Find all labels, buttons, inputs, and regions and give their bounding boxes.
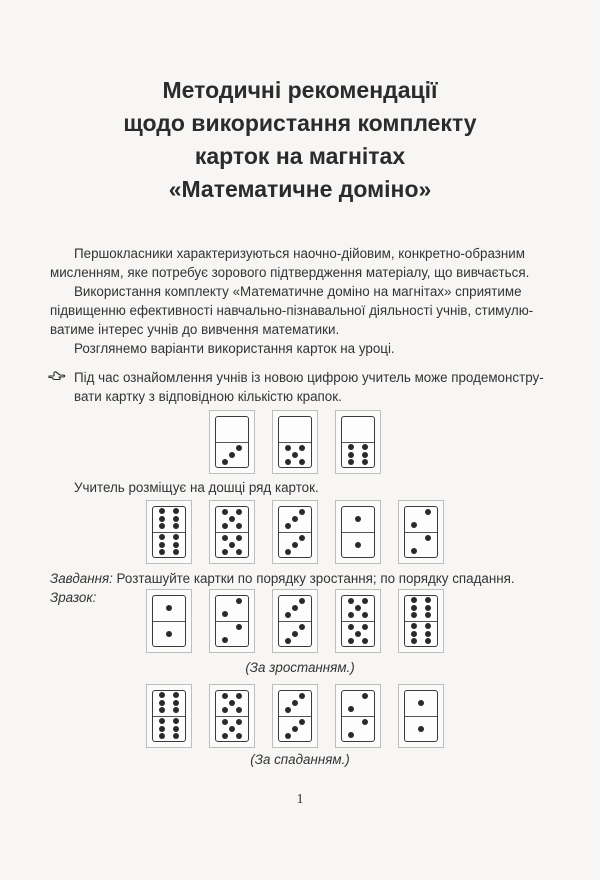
domino-pip bbox=[222, 523, 228, 529]
intro-p2-line-3: ватиме інтерес учнів до вивчення математики. bbox=[50, 322, 340, 337]
domino-pip bbox=[285, 445, 291, 451]
domino-pip bbox=[173, 726, 179, 732]
domino-card[interactable] bbox=[209, 500, 255, 564]
domino-pip bbox=[348, 624, 354, 630]
domino-pip bbox=[159, 692, 165, 698]
domino-pip bbox=[348, 706, 354, 712]
domino-card[interactable] bbox=[335, 410, 381, 474]
domino-pip bbox=[362, 459, 368, 465]
domino-divider bbox=[279, 621, 311, 622]
caption-ascending: (За зростанням.) bbox=[245, 660, 355, 675]
domino-divider bbox=[405, 621, 437, 622]
domino-pip bbox=[173, 718, 179, 724]
domino-card[interactable] bbox=[209, 410, 255, 474]
domino-pip bbox=[236, 693, 242, 699]
domino-divider bbox=[153, 716, 185, 717]
title-line-1: Методичні рекомендації bbox=[162, 77, 438, 103]
domino-pip bbox=[362, 612, 368, 618]
domino-pip bbox=[362, 598, 368, 604]
domino-card[interactable] bbox=[272, 589, 318, 653]
domino-pip bbox=[425, 631, 431, 637]
domino-card[interactable] bbox=[146, 589, 192, 653]
domino-pip bbox=[411, 548, 417, 554]
domino-card[interactable] bbox=[209, 684, 255, 748]
domino-pip bbox=[222, 611, 228, 617]
hand-pointing-icon bbox=[48, 367, 66, 383]
domino-pip bbox=[292, 631, 298, 637]
domino-card[interactable] bbox=[398, 500, 444, 564]
domino-pip bbox=[229, 542, 235, 548]
domino-pip bbox=[348, 459, 354, 465]
domino-pip bbox=[222, 509, 228, 515]
domino-pip bbox=[299, 509, 305, 515]
domino-pip bbox=[285, 733, 291, 739]
caption-descending: (За спаданням.) bbox=[250, 752, 350, 767]
domino-pip bbox=[285, 612, 291, 618]
domino-pip bbox=[222, 637, 228, 643]
domino-pip bbox=[173, 523, 179, 529]
domino-pip bbox=[425, 623, 431, 629]
bullet-paragraph bbox=[74, 368, 564, 406]
domino-pip bbox=[173, 534, 179, 540]
task-paragraph bbox=[50, 569, 558, 588]
domino-divider bbox=[216, 621, 248, 622]
domino-pip bbox=[173, 692, 179, 698]
domino-pip bbox=[299, 624, 305, 630]
domino-pip bbox=[173, 516, 179, 522]
task-label: Завдання: bbox=[50, 571, 113, 586]
domino-card[interactable] bbox=[272, 500, 318, 564]
domino-pip bbox=[173, 549, 179, 555]
domino-pip bbox=[285, 638, 291, 644]
domino-pip bbox=[159, 534, 165, 540]
domino-pip bbox=[236, 624, 242, 630]
domino-pip bbox=[222, 733, 228, 739]
title-line-2: щодо використання комплекту bbox=[123, 110, 477, 136]
domino-divider bbox=[342, 532, 374, 533]
domino-pip bbox=[411, 638, 417, 644]
domino-pip bbox=[355, 516, 361, 522]
domino-card[interactable] bbox=[272, 410, 318, 474]
domino-pip bbox=[299, 459, 305, 465]
domino-pip bbox=[292, 726, 298, 732]
domino-pip bbox=[292, 605, 298, 611]
domino-pip bbox=[411, 612, 417, 618]
domino-pip bbox=[236, 445, 242, 451]
domino-divider bbox=[216, 442, 248, 443]
domino-pip bbox=[159, 733, 165, 739]
task-text: Розташуйте картки по порядку зростання; по порядку спадання. bbox=[112, 571, 515, 586]
domino-pip bbox=[159, 523, 165, 529]
domino-pip bbox=[222, 707, 228, 713]
domino-card[interactable] bbox=[146, 684, 192, 748]
domino-pip bbox=[236, 535, 242, 541]
domino-pip bbox=[173, 542, 179, 548]
domino-pip bbox=[348, 598, 354, 604]
domino-pip bbox=[166, 631, 172, 637]
domino-divider bbox=[342, 442, 374, 443]
domino-pip bbox=[299, 719, 305, 725]
domino-pip bbox=[236, 719, 242, 725]
title-line-4: «Математичне доміно» bbox=[168, 176, 432, 202]
domino-pip bbox=[236, 523, 242, 529]
domino-divider bbox=[216, 532, 248, 533]
domino-pip bbox=[292, 516, 298, 522]
intro-p2-line-2: підвищенню ефективності навчально-пізнавальної діяльності учнів, стимулю- bbox=[50, 303, 534, 318]
bullet-line-1: Під час ознайомлення учнів із новою цифрою учитель може продемонстру- bbox=[74, 370, 544, 385]
domino-pip bbox=[292, 452, 298, 458]
domino-pip bbox=[348, 452, 354, 458]
intro-p1-line-2: мисленням, яке потребує зорового підтвердження матеріалу, що вивчається. bbox=[50, 265, 530, 280]
domino-pip bbox=[299, 598, 305, 604]
domino-pip bbox=[355, 542, 361, 548]
sample-label: Зразок: bbox=[50, 590, 97, 605]
domino-pip bbox=[222, 459, 228, 465]
domino-pip bbox=[229, 726, 235, 732]
domino-pip bbox=[348, 638, 354, 644]
domino-card[interactable] bbox=[335, 500, 381, 564]
domino-pip bbox=[355, 631, 361, 637]
domino-pip bbox=[173, 700, 179, 706]
domino-pip bbox=[362, 719, 368, 725]
domino-card[interactable] bbox=[209, 589, 255, 653]
domino-divider bbox=[153, 532, 185, 533]
domino-pip bbox=[425, 509, 431, 515]
domino-pip bbox=[411, 597, 417, 603]
page-number: 1 bbox=[296, 792, 304, 807]
intro-p1-line-1: Першокласники характеризуються наочно-дійовим, конкретно-образним bbox=[74, 246, 525, 261]
domino-pip bbox=[411, 605, 417, 611]
domino-pip bbox=[159, 707, 165, 713]
domino-divider bbox=[405, 716, 437, 717]
domino-divider bbox=[279, 716, 311, 717]
domino-card[interactable] bbox=[398, 684, 444, 748]
domino-card[interactable] bbox=[272, 684, 318, 748]
domino-card[interactable] bbox=[398, 589, 444, 653]
domino-pip bbox=[299, 693, 305, 699]
domino-pip bbox=[362, 624, 368, 630]
domino-pip bbox=[173, 508, 179, 514]
domino-pip bbox=[159, 700, 165, 706]
domino-divider bbox=[279, 532, 311, 533]
domino-pip bbox=[425, 597, 431, 603]
intro-paragraph-2 bbox=[50, 282, 558, 339]
domino-pip bbox=[362, 638, 368, 644]
domino-pip bbox=[348, 444, 354, 450]
domino-pip bbox=[285, 707, 291, 713]
domino-pip bbox=[292, 700, 298, 706]
domino-pip bbox=[425, 535, 431, 541]
intro-paragraph-1 bbox=[50, 244, 558, 282]
intro-p3-line: Розглянемо варіанти використання карток на уроці. bbox=[74, 341, 395, 356]
intro-paragraph-3 bbox=[50, 339, 558, 358]
domino-pip bbox=[299, 535, 305, 541]
domino-divider bbox=[342, 716, 374, 717]
domino-divider bbox=[216, 716, 248, 717]
domino-pip bbox=[285, 523, 291, 529]
domino-divider bbox=[279, 442, 311, 443]
domino-pip bbox=[362, 452, 368, 458]
domino-pip bbox=[285, 549, 291, 555]
domino-pip bbox=[348, 732, 354, 738]
domino-pip bbox=[425, 605, 431, 611]
domino-pip bbox=[299, 445, 305, 451]
domino-pip bbox=[159, 549, 165, 555]
domino-card[interactable] bbox=[335, 684, 381, 748]
domino-pip bbox=[292, 542, 298, 548]
board-paragraph bbox=[50, 478, 558, 497]
domino-pip bbox=[236, 549, 242, 555]
domino-pip bbox=[411, 631, 417, 637]
domino-pip bbox=[411, 522, 417, 528]
domino-pip bbox=[418, 700, 424, 706]
domino-card[interactable] bbox=[146, 500, 192, 564]
domino-pip bbox=[159, 718, 165, 724]
domino-pip bbox=[222, 535, 228, 541]
domino-pip bbox=[229, 516, 235, 522]
domino-pip bbox=[229, 452, 235, 458]
domino-pip bbox=[159, 508, 165, 514]
domino-pip bbox=[236, 509, 242, 515]
domino-pip bbox=[229, 700, 235, 706]
domino-pip bbox=[348, 612, 354, 618]
domino-divider bbox=[405, 532, 437, 533]
domino-pip bbox=[166, 605, 172, 611]
domino-pip bbox=[173, 733, 179, 739]
domino-pip bbox=[425, 612, 431, 618]
domino-divider bbox=[153, 621, 185, 622]
domino-pip bbox=[362, 693, 368, 699]
domino-pip bbox=[425, 638, 431, 644]
domino-pip bbox=[173, 707, 179, 713]
domino-pip bbox=[222, 549, 228, 555]
domino-pip bbox=[362, 444, 368, 450]
domino-pip bbox=[355, 605, 361, 611]
bullet-line-2: вати картку з відповідною кількістю крапок. bbox=[74, 389, 342, 404]
domino-pip bbox=[159, 726, 165, 732]
intro-p2-line-1: Використання комплекту «Математичне доміно на магнітах» сприятиме bbox=[74, 284, 522, 299]
domino-divider bbox=[342, 621, 374, 622]
domino-pip bbox=[236, 707, 242, 713]
domino-pip bbox=[159, 542, 165, 548]
domino-card[interactable] bbox=[335, 589, 381, 653]
domino-pip bbox=[222, 719, 228, 725]
domino-pip bbox=[236, 733, 242, 739]
board-text: Учитель розміщує на дошці ряд карток. bbox=[74, 480, 319, 495]
domino-pip bbox=[222, 693, 228, 699]
domino-pip bbox=[159, 516, 165, 522]
title-line-3: карток на магнітах bbox=[194, 143, 406, 169]
domino-pip bbox=[236, 598, 242, 604]
domino-pip bbox=[285, 459, 291, 465]
page-title bbox=[0, 74, 600, 206]
domino-pip bbox=[418, 726, 424, 732]
domino-pip bbox=[411, 623, 417, 629]
